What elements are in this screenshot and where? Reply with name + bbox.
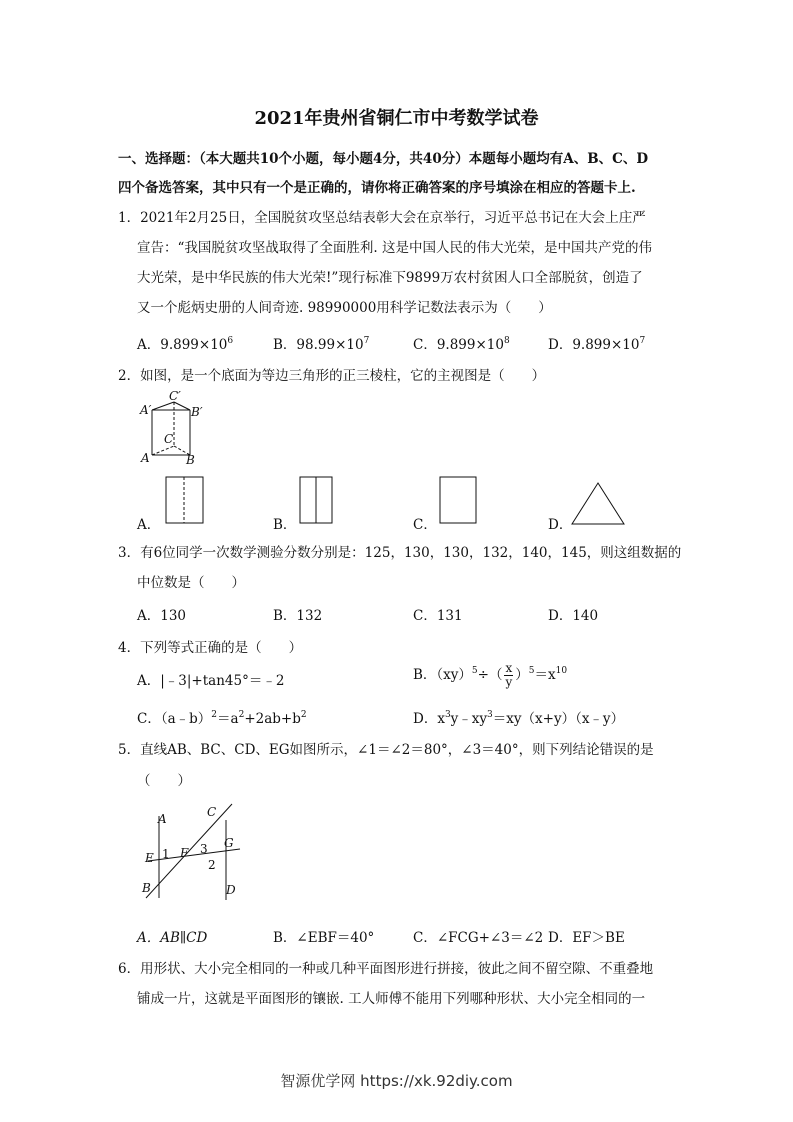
- q5-option-a: A．AB∥CD: [137, 930, 208, 946]
- prism-label-c: C: [164, 432, 174, 446]
- q1-option-a: A．$9.899\times 10^6$: [137, 336, 234, 353]
- q2-option-a-label: A．: [137, 517, 161, 533]
- figure-label-e: E: [145, 851, 154, 865]
- q4-option-c: C．$(a﹣b)^2=a^2+2ab+b^2$: [137, 710, 307, 727]
- prism-label-a-prime: A′: [140, 403, 152, 417]
- q2-option-c-view: [439, 476, 479, 526]
- q3-option-d: D．140: [548, 608, 599, 624]
- q6-line2: 铺成一片，这就是平面图形的镶嵌. 工人师傅不能用下列哪种形状、大小完全相同的一: [137, 991, 646, 1007]
- footer-watermark: 智源优学网 https://xk.92diy.com: [280, 1072, 513, 1090]
- q4-option-b: B．（xy）$^5$÷（ $\frac{x}{y}$ ）$^5=x^{10}$: [413, 661, 568, 689]
- q2-option-c-label: C．: [413, 517, 437, 533]
- q5-option-b: B．∠EBF＝40°: [273, 930, 375, 946]
- lines-figure: [138, 800, 248, 910]
- q3-line1: 3．有6位同学一次数学测验分数分别是：125，130，130，132，140，145，则这组数据的: [118, 545, 682, 561]
- prism-label-a: A: [141, 451, 150, 465]
- q5-line2: （ ）: [137, 773, 191, 789]
- q2-option-d-label: D．: [548, 517, 573, 533]
- figure-label-2: 2: [208, 858, 216, 872]
- q2-option-a-view: [165, 476, 205, 526]
- q4-stem: 4．下列等式正确的是（ ）: [118, 640, 303, 656]
- q1-line3: 大光荣，是中华民族的伟大光荣!”现行标准下9899万农村贫困人口全部脱贫，创造了: [137, 270, 643, 286]
- q1-line1: 1．2021年2月25日，全国脱贫攻坚总结表彰大会在京举行，习近平总书记在大会上庄严: [118, 210, 646, 226]
- figure-label-b: B: [142, 881, 151, 895]
- q1-option-b: B．$98.99\times 10^7$: [273, 336, 370, 353]
- section-header-line1: 一、选择题：（本大题共10个小题，每小题4分，共40分）本题每小题均有A、B、C、D: [118, 151, 649, 167]
- figure-label-a: A: [158, 812, 167, 826]
- prism-label-c-prime: C′: [169, 389, 181, 403]
- q2-option-b-label: B．: [273, 517, 297, 533]
- q2-stem: 2．如图，是一个底面为等边三角形的正三棱柱，它的主视图是（ ）: [118, 368, 546, 384]
- q1-line4: 又一个彪炳史册的人间奇迹. 98990000用科学记数法表示为（ ）: [137, 300, 552, 316]
- q1-option-d: D．$9.899\times 10^7$: [548, 336, 646, 353]
- q2-option-b-view: [299, 476, 335, 526]
- q1-option-c: C．$9.899\times 10^8$: [413, 336, 510, 353]
- prism-figure: [138, 388, 208, 468]
- figure-label-d: D: [226, 883, 236, 897]
- q3-option-a: A．130: [137, 608, 187, 624]
- prism-label-b-prime: B′: [191, 405, 203, 419]
- q6-line1: 6．用形状、大小完全相同的一种或几种平面图形进行拼接，彼此之间不留空隙、不重叠地: [118, 961, 654, 977]
- q5-option-c: C．∠FCG+∠3＝∠2: [413, 930, 544, 946]
- q3-line2: 中位数是（ ）: [137, 575, 245, 591]
- figure-label-f: F: [180, 846, 189, 860]
- q3-option-c: C．131: [413, 608, 463, 624]
- figure-label-g: G: [224, 836, 234, 850]
- prism-label-b: B: [186, 453, 195, 467]
- section-header-line2: 四个备选答案，其中只有一个是正确的，请你将正确答案的序号填涂在相应的答题卡上.: [118, 180, 636, 196]
- q1-line2: 宣告：“我国脱贫攻坚战取得了全面胜利. 这是中国人民的伟大光荣，是中国共产党的伟: [137, 240, 652, 256]
- q4-option-a: A．|﹣3|+tan45°＝﹣2: [137, 673, 285, 689]
- q5-line1: 5．直线AB、BC、CD、EG如图所示，∠1＝∠2＝80°，∠3＝40°，则下列结论错误的是: [118, 742, 654, 758]
- paper-title: 2021年贵州省铜仁市中考数学试卷: [254, 108, 539, 129]
- q3-option-b: B．132: [273, 608, 323, 624]
- q4-option-d: D．$x^3y﹣xy^3=xy(x+y)(x﹣y)$: [413, 710, 625, 727]
- q2-option-d-view: [571, 481, 627, 527]
- fraction-x-over-y: $\frac{x}{y}$: [505, 661, 513, 689]
- figure-label-3: 3: [200, 842, 208, 856]
- figure-label-1: 1: [162, 847, 170, 861]
- figure-label-c: C: [207, 805, 217, 819]
- q5-option-d: D．EF＞BE: [548, 930, 625, 946]
